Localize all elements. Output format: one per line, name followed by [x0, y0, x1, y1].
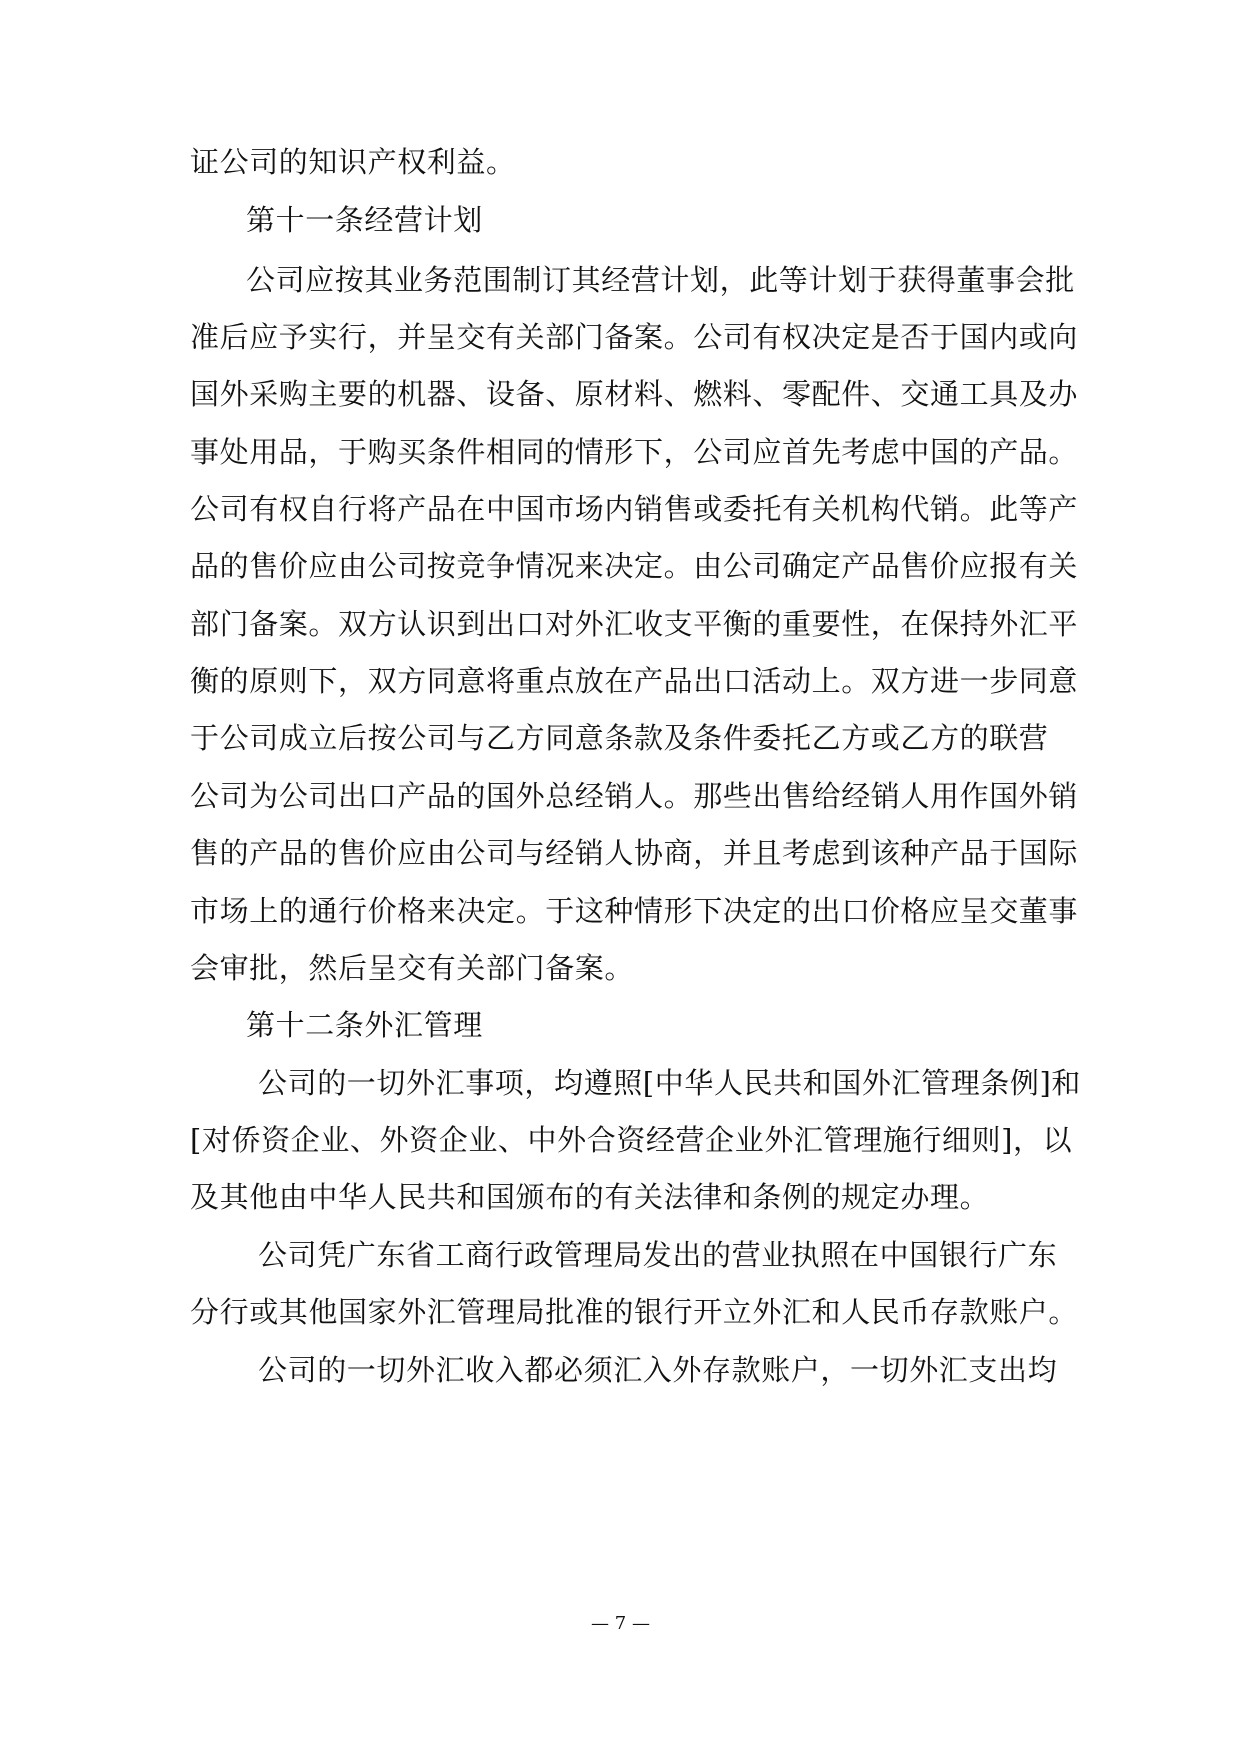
article-heading: 第十二条外汇管理 [246, 1008, 483, 1042]
text-line: 公司凭广东省工商行政管理局发出的营业执照在中国银行广东 [258, 1238, 1058, 1272]
text-line: 公司的一切外汇收入都必须汇入外存款账户，一切外汇支出均 [258, 1353, 1058, 1387]
text-line: [对侨资企业、外资企业、中外合资经营企业外汇管理施行细则]，以 [190, 1123, 1073, 1157]
text-line: 证公司的知识产权利益。 [190, 145, 516, 179]
text-line: 分行或其他国家外汇管理局批准的银行开立外汇和人民币存款账户。 [190, 1295, 1079, 1329]
text-line: 事处用品，于购买条件相同的情形下，公司应首先考虑中国的产品。 [190, 435, 1079, 469]
text-line: 准后应予实行，并呈交有关部门备案。公司有权决定是否于国内或向 [190, 320, 1079, 354]
text-line: 售的产品的售价应由公司与经销人协商，并且考虑到该种产品于国际 [190, 836, 1079, 870]
text-line: 会审批，然后呈交有关部门备案。 [190, 951, 635, 985]
text-line: 衡的原则下，双方同意将重点放在产品出口活动上。双方进一步同意 [190, 664, 1079, 698]
text-line: 部门备案。双方认识到出口对外汇收支平衡的重要性，在保持外汇平 [190, 607, 1079, 641]
page-number: — 7 — [591, 1613, 650, 1634]
text-line: 公司为公司出口产品的国外总经销人。那些出售给经销人用作国外销 [190, 779, 1079, 813]
text-line: 公司有权自行将产品在中国市场内销售或委托有关机构代销。此等产 [190, 492, 1079, 526]
text-line: 公司的一切外汇事项，均遵照[中华人民共和国外汇管理条例]和 [258, 1066, 1082, 1100]
article-heading: 第十一条经营计划 [246, 203, 483, 237]
text-line: 于公司成立后按公司与乙方同意条款及条件委托乙方或乙方的联营 [190, 721, 1049, 755]
text-line: 品的售价应由公司按竞争情况来决定。由公司确定产品售价应报有关 [190, 549, 1079, 583]
text-line: 公司应按其业务范围制订其经营计划，此等计划于获得董事会批 [246, 263, 1075, 297]
text-line: 及其他由中华人民共和国颁布的有关法律和条例的规定办理。 [190, 1180, 990, 1214]
text-line: 国外采购主要的机器、设备、原材料、燃料、零配件、交通工具及办 [190, 377, 1079, 411]
text-line: 市场上的通行价格来决定。于这种情形下决定的出口价格应呈交董事 [190, 894, 1079, 928]
